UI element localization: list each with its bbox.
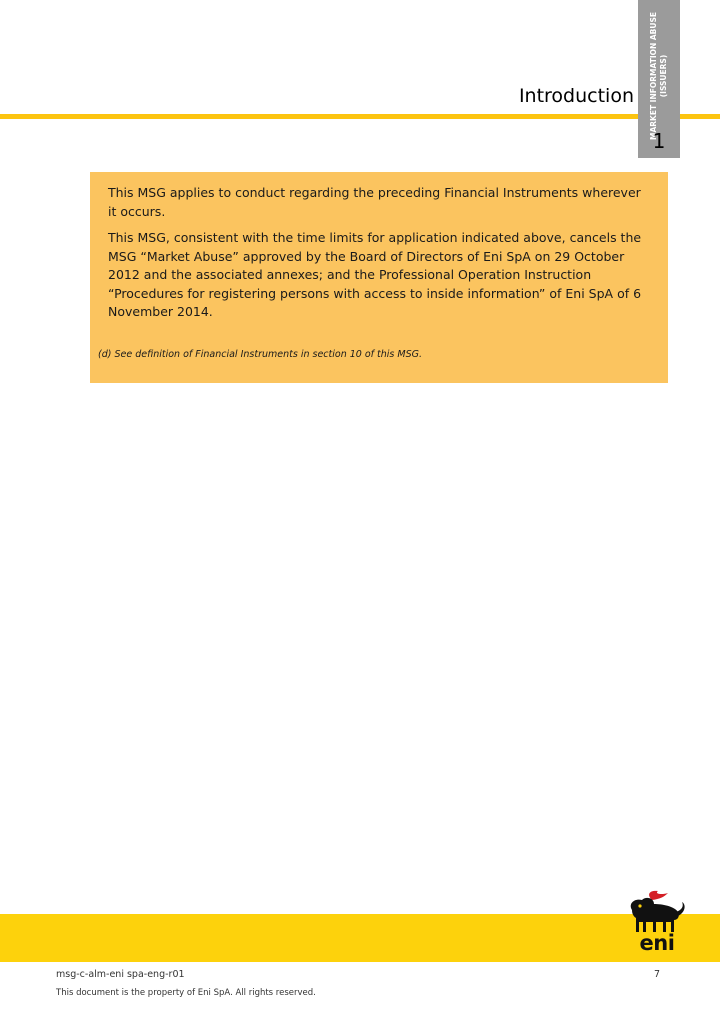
chapter-side-tab (638, 0, 680, 158)
page-number: 7 (653, 969, 660, 980)
section-tab-label: MARKET INFORMATION ABUSE (649, 11, 659, 141)
header-divider (0, 114, 638, 119)
highlight-box (90, 172, 668, 383)
footer-band (0, 914, 720, 962)
document-code: msg-c-alm-eni spa-eng-r01 (56, 969, 185, 980)
property-notice: This document is the property of Eni SpA. All rights reserved. (56, 988, 316, 998)
eni-logo-text: eni (639, 931, 675, 955)
box-paragraph-1: This MSG applies to conduct regarding the preceding Financial Instruments wherever it occurs. (108, 185, 641, 219)
box-footnote: (d) See definition of Financial Instruments in section 10 of this MSG. (98, 349, 422, 360)
six-legged-dog-icon (624, 888, 690, 936)
box-paragraph-2: This MSG, consistent with the time limits for application indicated above, cancels the MSG “Market Abuse” approved by the Board of Directors of Eni SpA on 29 October 2012 and the associated annexes; and the Professional Operation Instruction “Procedures for registering persons with access to inside information” of Eni SpA of 6 November 2014. (108, 230, 642, 319)
page-title: Introduction (518, 85, 634, 107)
chapter-number: 1 (652, 129, 666, 153)
section-tab-sublabel: (ISSUERS) (659, 54, 669, 98)
header-divider-right (680, 114, 720, 119)
